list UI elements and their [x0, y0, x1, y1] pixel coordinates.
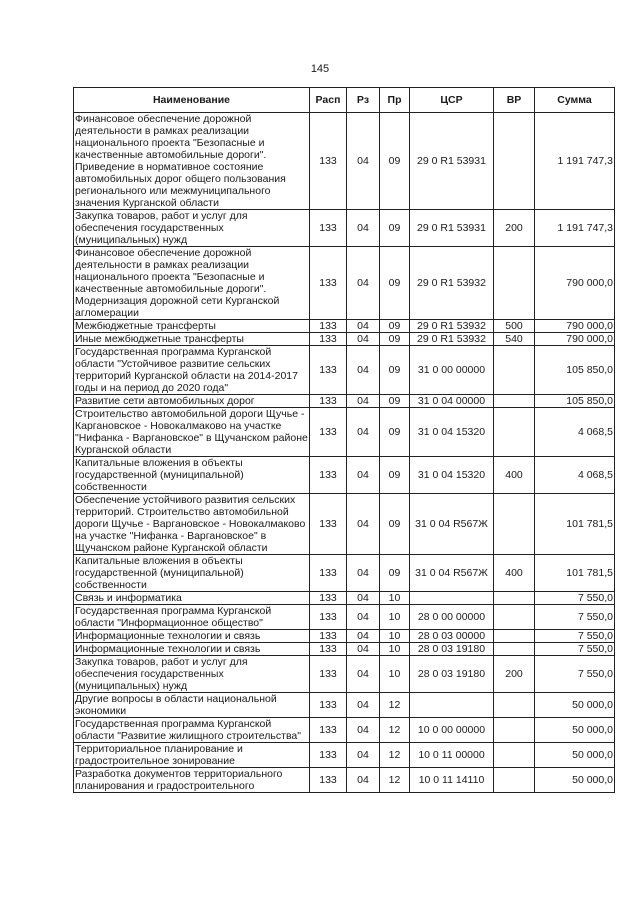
row-vr: [494, 247, 535, 320]
row-name: Развитие сети автомобильных дорог: [74, 395, 310, 408]
row-csr: 10 0 11 00000: [410, 743, 494, 768]
row-vr: [494, 592, 535, 605]
header-vr: ВР: [494, 88, 535, 113]
header-name: Наименование: [74, 88, 310, 113]
table-row: [74, 592, 615, 605]
row-name: Информационные технологии и связь: [74, 630, 310, 643]
row-vr: [494, 494, 535, 555]
row-pr: 10: [380, 592, 410, 605]
row-rasp: 133: [310, 743, 347, 768]
row-sum: 790 000,0: [535, 320, 615, 333]
row-rz: 04: [347, 693, 380, 718]
row-pr: 09: [380, 346, 410, 395]
table-row: [74, 656, 615, 693]
table-row: [74, 457, 615, 494]
table-row: [74, 346, 615, 395]
row-rasp: 133: [310, 630, 347, 643]
table-row: [74, 320, 615, 333]
row-pr: 10: [380, 643, 410, 656]
row-rasp: 133: [310, 320, 347, 333]
row-rz: 04: [347, 395, 380, 408]
row-pr: 10: [380, 656, 410, 693]
row-rasp: 133: [310, 605, 347, 630]
row-vr: [494, 718, 535, 743]
row-rasp: 133: [310, 247, 347, 320]
row-name: Государственная программа Курганской области "Устойчивое развитие сельских территорий Курганской области на 2014-2017 годы и на период до 2020 года": [74, 346, 310, 395]
row-sum: 1 191 747,3: [535, 210, 615, 247]
row-name: Государственная программа Курганской области "Информационное общество": [74, 605, 310, 630]
row-name: Государственная программа Курганской области "Развитие жилищного строительства": [74, 718, 310, 743]
header-pr: Пр: [380, 88, 410, 113]
row-sum: 50 000,0: [535, 768, 615, 793]
row-rz: 04: [347, 656, 380, 693]
row-rz: 04: [347, 457, 380, 494]
row-rz: 04: [347, 346, 380, 395]
row-rz: 04: [347, 247, 380, 320]
row-rz: 04: [347, 494, 380, 555]
row-vr: [494, 630, 535, 643]
table-row: [74, 333, 615, 346]
row-rasp: 133: [310, 494, 347, 555]
header-sum: Сумма: [535, 88, 615, 113]
row-csr: [410, 693, 494, 718]
row-name: Капитальные вложения в объекты государственной (муниципальной) собственности: [74, 555, 310, 592]
row-name: Иные межбюджетные трансферты: [74, 333, 310, 346]
row-csr: 10 0 00 00000: [410, 718, 494, 743]
row-rasp: 133: [310, 555, 347, 592]
row-vr: [494, 743, 535, 768]
row-csr: 29 0 R1 53932: [410, 333, 494, 346]
row-vr: [494, 605, 535, 630]
row-vr: [494, 408, 535, 457]
row-name: Территориальное планирование и градостроительное зонирование: [74, 743, 310, 768]
row-csr: 31 0 04 R567Ж: [410, 494, 494, 555]
row-pr: 10: [380, 605, 410, 630]
row-pr: 12: [380, 718, 410, 743]
row-csr: 28 0 00 00000: [410, 605, 494, 630]
row-rz: 04: [347, 333, 380, 346]
row-pr: 09: [380, 494, 410, 555]
table-row: [74, 247, 615, 320]
table-row: [74, 113, 615, 210]
row-rasp: 133: [310, 656, 347, 693]
row-rasp: 133: [310, 643, 347, 656]
row-name: Строительство автомобильной дороги Щучье - Каргановское - Новокалмаково на участке "Нифанка - Варгановское" в Щучанском районе Курганской области: [75, 408, 308, 456]
row-vr: 500: [494, 320, 535, 333]
row-pr: 09: [380, 333, 410, 346]
row-pr: 09: [380, 113, 410, 210]
row-sum: 1 191 747,3: [535, 113, 615, 210]
row-name: Финансовое обеспечение дорожной деятельности в рамках реализации национального проекта "Безопасные и качественные автомобильные дороги". Приведение в нормативное состояние автомобильных дорог общего пользования регионального или межмуниципального значения Курганской области: [74, 113, 310, 210]
row-csr: 28 0 03 00000: [410, 630, 494, 643]
row-csr: 31 0 04 15320: [410, 457, 494, 494]
row-rasp: 133: [310, 408, 347, 457]
row-rasp: 133: [310, 457, 347, 494]
row-csr: 31 0 04 R567Ж: [410, 555, 494, 592]
table-row: [74, 630, 615, 643]
row-name: Связь и информатика: [74, 592, 310, 605]
row-csr: [410, 592, 494, 605]
header-rz: Рз: [347, 88, 380, 113]
row-vr: [494, 768, 535, 793]
row-vr: 400: [494, 555, 535, 592]
row-name: Разработка документов территориального планирования и градостроительного: [74, 768, 310, 793]
row-csr: 31 0 00 00000: [410, 346, 494, 395]
row-csr: 10 0 11 14110: [410, 768, 494, 793]
table-row: [74, 718, 615, 743]
row-rasp: 133: [310, 395, 347, 408]
row-rz: 04: [347, 718, 380, 743]
row-sum: 101 781,5: [535, 555, 615, 592]
row-sum: 7 550,0: [535, 656, 615, 693]
table-row: [74, 555, 615, 592]
row-name: Закупка товаров, работ и услуг для обеспечения государственных (муниципальных) нужд: [74, 656, 310, 693]
row-csr: 31 0 04 00000: [410, 395, 494, 408]
table-row: [74, 605, 615, 630]
row-sum: 7 550,0: [535, 643, 615, 656]
row-name: Капитальные вложения в объекты государственной (муниципальной) собственности: [74, 457, 310, 494]
row-csr: 31 0 04 15320: [410, 408, 494, 457]
header-rasp: Расп: [310, 88, 347, 113]
row-rz: 04: [347, 605, 380, 630]
row-pr: 09: [380, 320, 410, 333]
row-vr: [494, 113, 535, 210]
row-pr: 09: [380, 555, 410, 592]
row-pr: 09: [380, 247, 410, 320]
row-sum: 50 000,0: [535, 743, 615, 768]
row-vr: 540: [494, 333, 535, 346]
row-pr: 09: [380, 408, 410, 457]
table-row: [74, 395, 615, 408]
table-row: [74, 643, 615, 656]
page-number: 145: [310, 63, 330, 75]
row-sum: 4 068,5: [535, 408, 615, 457]
row-csr: 28 0 03 19180: [410, 643, 494, 656]
row-vr: 200: [494, 210, 535, 247]
row-pr: 12: [380, 743, 410, 768]
row-rz: 04: [347, 210, 380, 247]
row-vr: [494, 693, 535, 718]
row-sum: 50 000,0: [535, 718, 615, 743]
row-rz: 04: [347, 743, 380, 768]
row-name: Информационные технологии и связь: [74, 643, 310, 656]
row-pr: 09: [380, 395, 410, 408]
row-csr: 28 0 03 19180: [410, 656, 494, 693]
table-row: [74, 494, 615, 555]
row-pr: 09: [380, 210, 410, 247]
row-sum: 4 068,5: [535, 457, 615, 494]
row-rz: 04: [347, 555, 380, 592]
row-rz: 04: [347, 592, 380, 605]
row-csr: 29 0 R1 53931: [410, 113, 494, 210]
row-csr: 29 0 R1 53932: [410, 247, 494, 320]
row-name: Обеспечение устойчивого развития сельских территорий. Строительство автомобильной дороги Щучье - Варгановское - Новокалмаково на участке "Нифанка - Варгановское" в Щучанском районе Курганской области: [74, 494, 310, 555]
row-rasp: 133: [310, 718, 347, 743]
table-header-row: [74, 88, 615, 113]
row-pr: 10: [380, 630, 410, 643]
row-vr: 400: [494, 457, 535, 494]
row-rasp: 133: [310, 333, 347, 346]
row-vr: [494, 643, 535, 656]
table-row: [74, 693, 615, 718]
row-rz: 04: [347, 768, 380, 793]
row-vr: [494, 395, 535, 408]
row-rasp: 133: [310, 346, 347, 395]
row-pr: 12: [380, 693, 410, 718]
row-csr: 29 0 R1 53931: [410, 210, 494, 247]
row-sum: 101 781,5: [535, 494, 615, 555]
row-rz: 04: [347, 630, 380, 643]
row-name: Закупка товаров, работ и услуг для обеспечения государственных (муниципальных) нужд: [74, 210, 310, 247]
row-name: Другие вопросы в области национальной экономики: [74, 693, 310, 718]
table-body: [74, 113, 615, 793]
table-row: [74, 768, 615, 793]
row-rasp: 133: [310, 693, 347, 718]
row-sum: 7 550,0: [535, 592, 615, 605]
table-row: [74, 408, 615, 457]
row-rasp: 133: [310, 210, 347, 247]
row-name: Межбюджетные трансферты: [74, 320, 310, 333]
row-rz: 04: [347, 113, 380, 210]
row-sum: 790 000,0: [535, 333, 615, 346]
table-row: [74, 743, 615, 768]
row-sum: 105 850,0: [535, 395, 615, 408]
table-row: [74, 210, 615, 247]
row-rasp: 133: [310, 768, 347, 793]
row-rz: 04: [347, 643, 380, 656]
row-name: Финансовое обеспечение дорожной деятельности в рамках реализации национального проекта "Безопасные и качественные автомобильные дороги". Модернизация дорожной сети Курганской агломерации: [74, 247, 310, 320]
row-sum: 50 000,0: [535, 693, 615, 718]
row-rz: 04: [347, 408, 380, 457]
row-rasp: 133: [310, 592, 347, 605]
row-sum: 7 550,0: [535, 630, 615, 643]
row-vr: [494, 346, 535, 395]
row-pr: 12: [380, 768, 410, 793]
row-sum: 7 550,0: [535, 605, 615, 630]
row-sum: 790 000,0: [535, 247, 615, 320]
row-sum: 105 850,0: [535, 346, 615, 395]
row-vr: 200: [494, 656, 535, 693]
row-rz: 04: [347, 320, 380, 333]
row-pr: 09: [380, 457, 410, 494]
budget-table: [73, 87, 615, 793]
row-csr: 29 0 R1 53932: [410, 320, 494, 333]
row-rasp: 133: [310, 113, 347, 210]
header-csr: ЦСР: [410, 88, 494, 113]
